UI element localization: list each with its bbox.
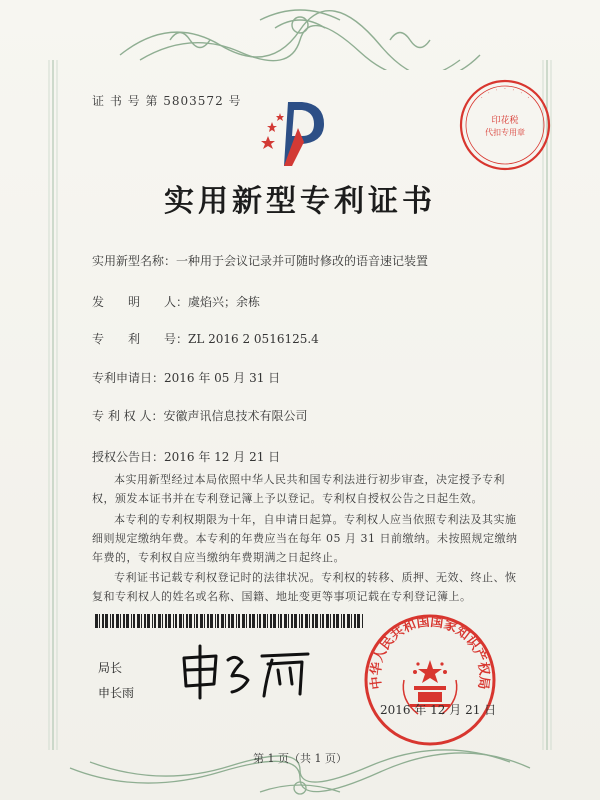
patent-number: 专 利 号：ZL 2016 2 0516125.4	[92, 332, 319, 346]
svg-text:中华人民共和国国家知识产权局: 中华人民共和国国家知识产权局	[368, 614, 492, 691]
barcode-icon	[95, 614, 365, 628]
stamp-duty-seal	[455, 75, 555, 175]
body-paragraph: 本专利的专利权期限为十年，自申请日起算。专利权人应当依照专利法及其实施细则规定缴纳年费。本专利的年费应当在每年 05 月 31 日前缴纳。未按照规定缴纳年费的，专利权自应当缴纳年费期满之日起终止。	[92, 513, 518, 564]
issue-date: 2016 年 12 月 21 日	[380, 703, 497, 717]
top-ornament-icon	[110, 0, 490, 70]
director-label: 局长	[98, 661, 123, 675]
application-date: 专利申请日：2016 年 05 月 31 日	[92, 371, 281, 385]
svg-text:代扣专用章: 代扣专用章	[485, 128, 525, 137]
svg-text:印花税: 印花税	[491, 116, 519, 126]
director-signature	[176, 640, 316, 700]
inventors: 发 明 人：虞焰兴；余栋	[92, 295, 261, 309]
grant-date: 授权公告日：2016 年 12 月 21 日	[92, 450, 281, 464]
director-name: 申长雨	[98, 686, 135, 700]
certificate-title: 实用新型专利证书	[164, 184, 436, 219]
patentee: 专 利 权 人：安徽声讯信息技术有限公司	[92, 409, 308, 423]
certificate-number: 证 书 号 第 5803572 号	[92, 94, 242, 108]
utility-model-name: 实用新型名称：一种用于会议记录并可随时修改的语音速记装置	[92, 254, 429, 268]
patent-office-seal	[360, 610, 500, 750]
body-paragraph: 专利证书记载专利权登记时的法律状况。专利权的转移、质押、无效、终止、恢复和专利权人的姓名或名称、国籍、地址变更等事项记载在专利登记簿上。	[92, 571, 517, 603]
body-paragraph: 本实用新型经过本局依照中华人民共和国专利法进行初步审查，决定授予专利权，颁发本证书并在专利登记簿上予以登记。专利权自授权公告之日起生效。	[92, 473, 505, 505]
left-border-icon	[46, 60, 60, 750]
svg-text:· · · · · · ·: · · · · · · ·	[479, 85, 531, 102]
patent-office-logo-icon	[258, 92, 338, 172]
page-number: 第 1 页（共 1 页）	[253, 752, 347, 765]
